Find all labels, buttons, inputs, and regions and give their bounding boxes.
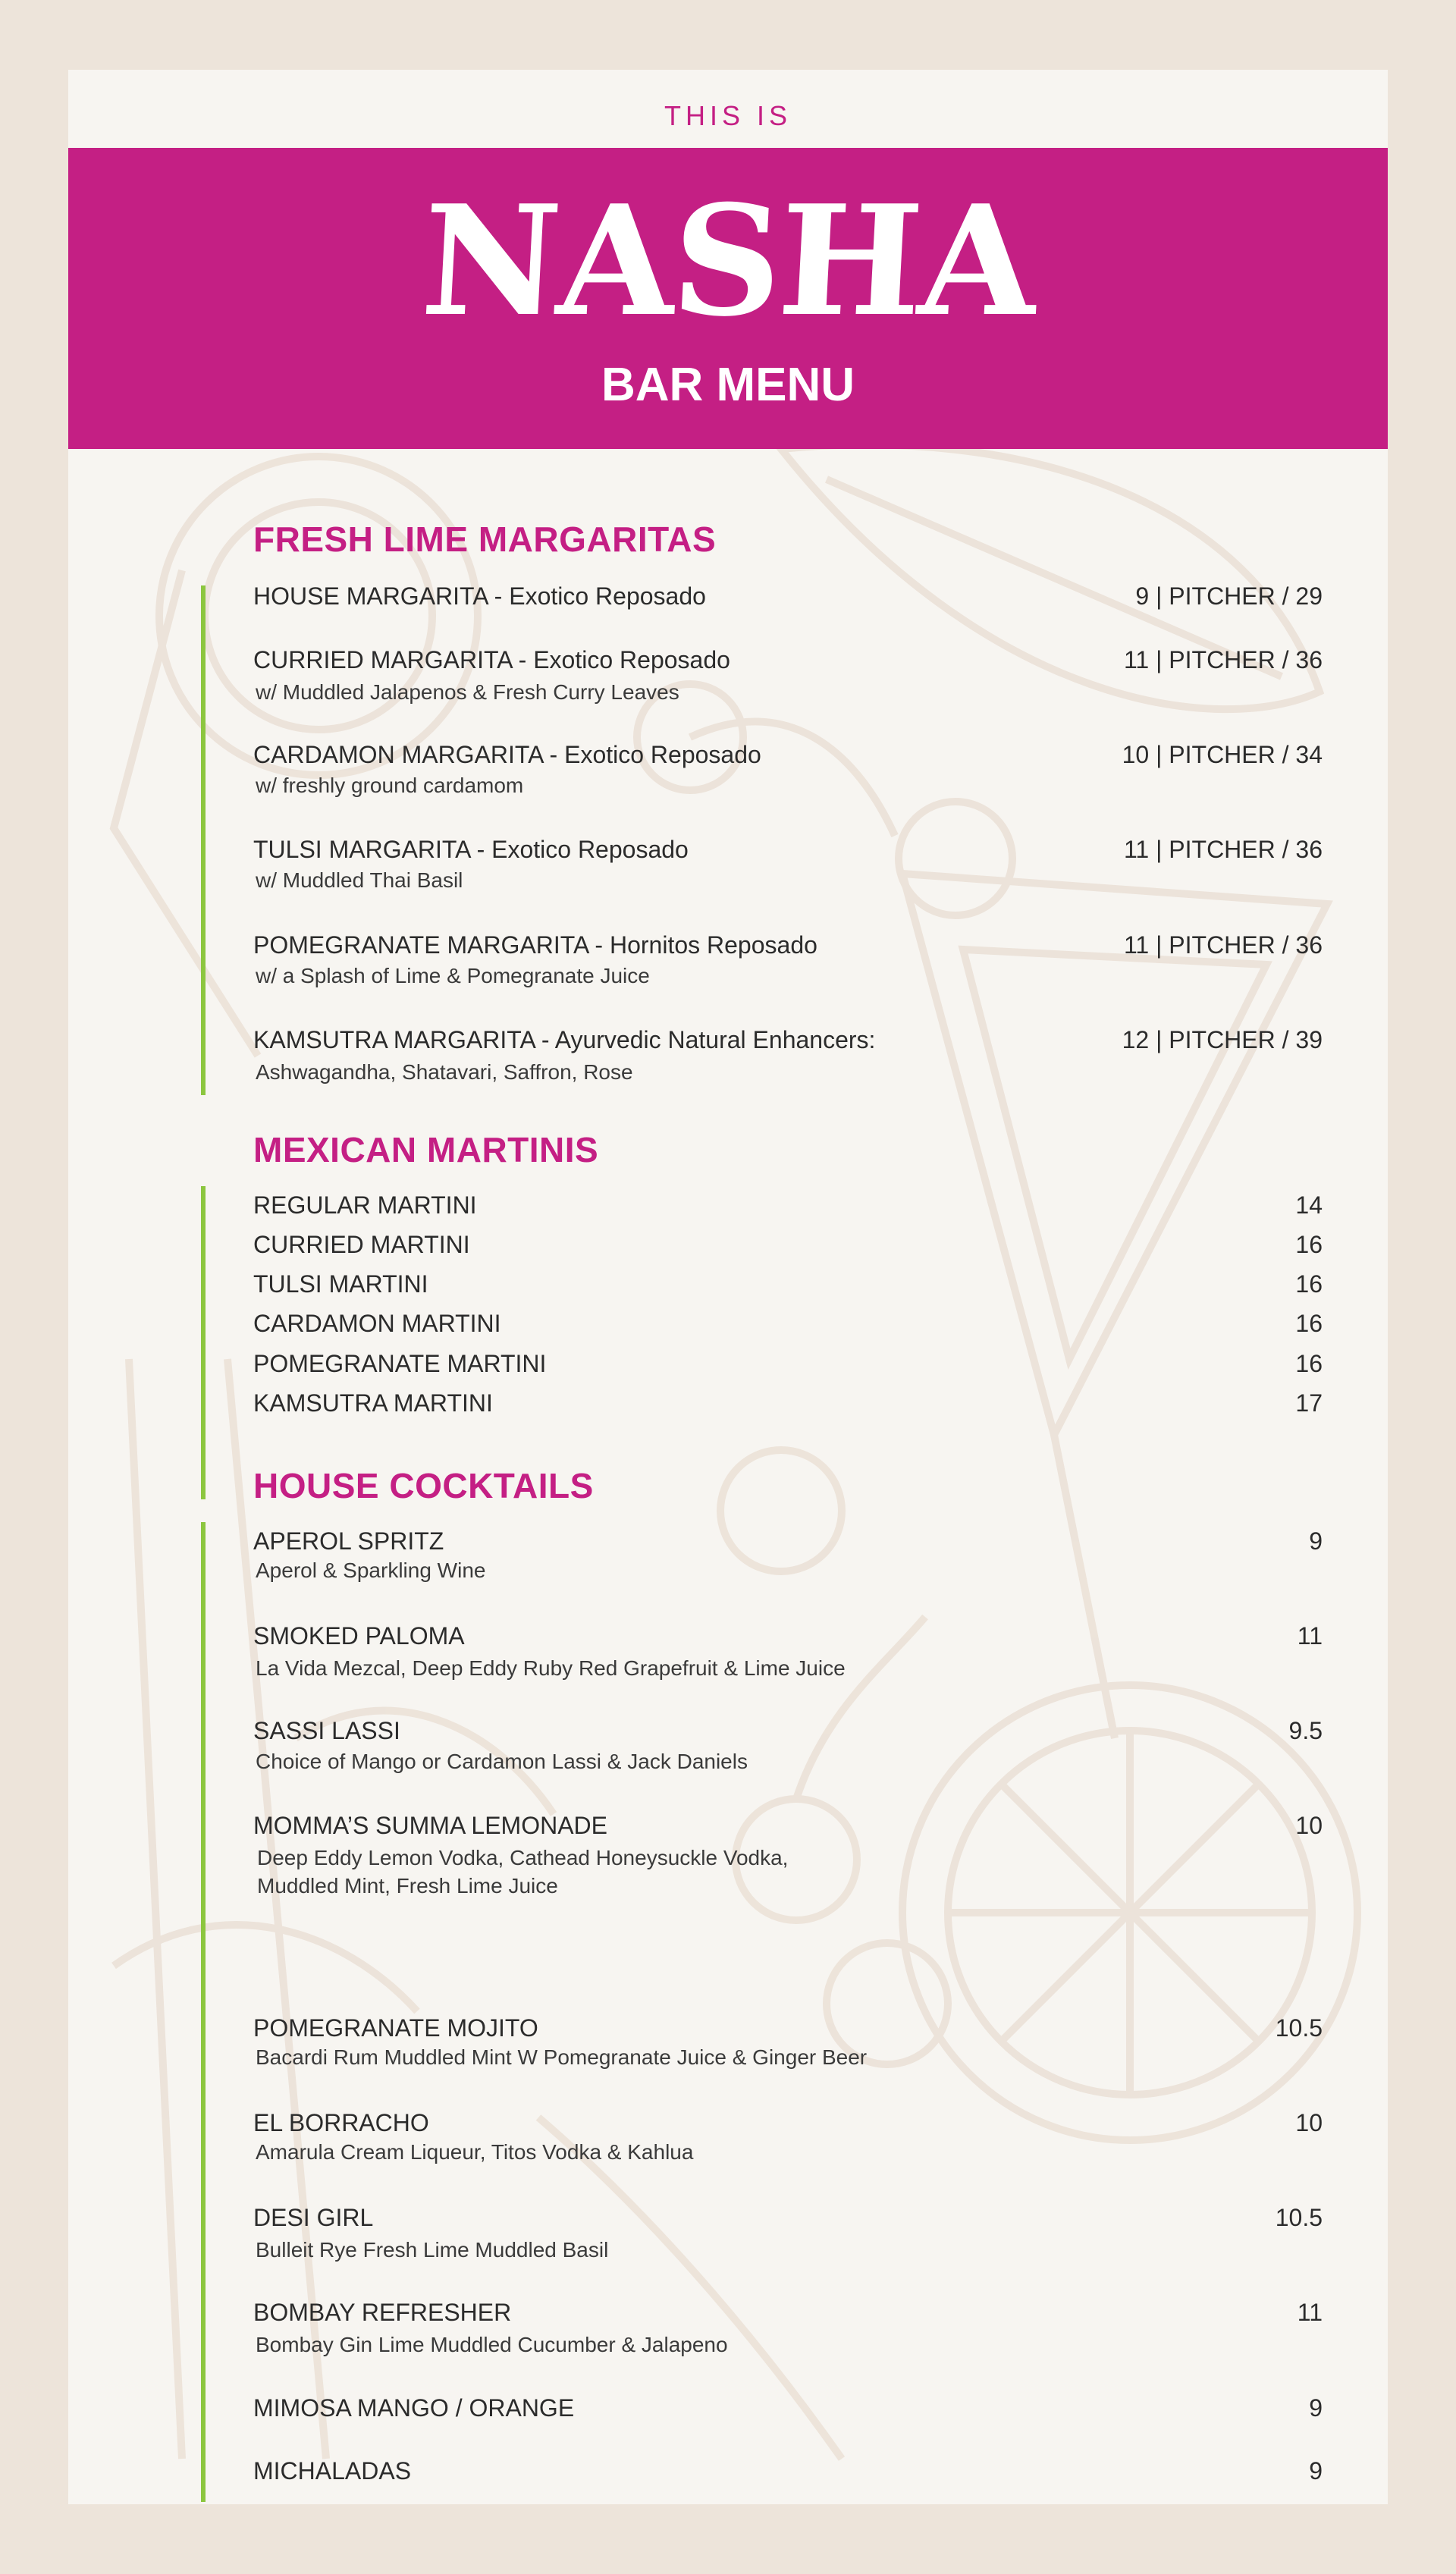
item-price: 16 xyxy=(1295,1310,1323,1337)
section-accent-bar xyxy=(201,1186,206,1499)
menu-card xyxy=(68,70,1388,2504)
item-name: KAMSUTRA MARTINI xyxy=(253,1389,493,1417)
item-name: APEROL SPRITZ xyxy=(253,1527,444,1555)
item-name: MIMOSA MANGO / ORANGE xyxy=(253,2394,575,2422)
item-name: MICHALADAS xyxy=(253,2457,412,2485)
item-price: 11 | PITCHER / 36 xyxy=(1123,836,1323,863)
item-price: 11 xyxy=(1297,2299,1323,2326)
item-price: 16 xyxy=(1295,1231,1323,1258)
item-name: CARDAMON MARTINI xyxy=(253,1310,501,1337)
item-price: 11 | PITCHER / 36 xyxy=(1123,931,1323,959)
item-name: HOUSE MARGARITA - Exotico Reposado xyxy=(253,582,706,610)
item-description: w/ Muddled Jalapenos & Fresh Curry Leaves xyxy=(256,680,679,704)
item-description: Aperol & Sparkling Wine xyxy=(256,1559,486,1582)
item-price: 9 xyxy=(1309,1527,1323,1555)
item-name: EL BORRACHO xyxy=(253,2109,429,2136)
item-price: 9 | PITCHER / 29 xyxy=(1135,582,1323,610)
item-name: CURRIED MARGARITA - Exotico Reposado xyxy=(253,646,730,673)
tagline: THIS IS xyxy=(664,100,792,131)
item-price: 10 xyxy=(1295,1812,1323,1839)
item-description: Bombay Gin Lime Muddled Cucumber & Jalapeno xyxy=(256,2333,728,2356)
item-description: Choice of Mango or Cardamon Lassi & Jack Daniels xyxy=(256,1750,748,1773)
item-name: TULSI MARGARITA - Exotico Reposado xyxy=(253,836,689,863)
item-description: Deep Eddy Lemon Vodka, Cathead Honeysuckle Vodka, xyxy=(257,1846,789,1869)
item-price: 17 xyxy=(1295,1389,1323,1417)
item-price: 9 xyxy=(1309,2457,1323,2485)
item-description: Ashwagandha, Shatavari, Saffron, Rose xyxy=(256,1060,633,1084)
header-banner xyxy=(68,148,1388,449)
section-title: FRESH LIME MARGARITAS xyxy=(253,520,717,559)
item-description-line-2: Muddled Mint, Fresh Lime Juice xyxy=(257,1874,558,1898)
item-price: 14 xyxy=(1295,1191,1323,1219)
item-name: SASSI LASSI xyxy=(253,1717,400,1744)
logo: NASHA xyxy=(417,172,1039,350)
item-description: Amarula Cream Liqueur, Titos Vodka & Kahlua xyxy=(256,2140,694,2164)
section-accent-bar xyxy=(201,1522,206,2502)
item-name: BOMBAY REFRESHER xyxy=(253,2299,512,2326)
item-price: 12 | PITCHER / 39 xyxy=(1122,1026,1323,1053)
item-name: POMEGRANATE MARTINI xyxy=(253,1350,547,1377)
item-name: MOMMA’S SUMMA LEMONADE xyxy=(253,1812,607,1839)
item-description: Bacardi Rum Muddled Mint W Pomegranate Juice & Ginger Beer xyxy=(256,2045,868,2069)
item-price: 11 | PITCHER / 36 xyxy=(1123,646,1323,673)
item-price: 10.5 xyxy=(1275,2014,1323,2042)
item-price: 9.5 xyxy=(1288,1717,1323,1744)
section-title: MEXICAN MARTINIS xyxy=(253,1130,599,1169)
menu-title: BAR MENU xyxy=(601,359,855,411)
item-name: DESI GIRL xyxy=(253,2204,374,2231)
item-price: 16 xyxy=(1295,1350,1323,1377)
item-price: 11 xyxy=(1297,1622,1323,1650)
item-name: POMEGRANATE MARGARITA - Hornitos Reposado xyxy=(253,931,817,959)
item-price: 10 | PITCHER / 34 xyxy=(1122,741,1323,768)
item-description: Bulleit Rye Fresh Lime Muddled Basil xyxy=(256,2238,609,2262)
item-name: TULSI MARTINI xyxy=(253,1270,428,1298)
item-description: w/ freshly ground cardamom xyxy=(256,774,524,797)
item-description: w/ Muddled Thai Basil xyxy=(256,868,463,892)
item-name: CURRIED MARTINI xyxy=(253,1231,470,1258)
item-price: 16 xyxy=(1295,1270,1323,1298)
item-description: w/ a Splash of Lime & Pomegranate Juice xyxy=(256,964,650,987)
item-name: SMOKED PALOMA xyxy=(253,1622,465,1650)
item-price: 10.5 xyxy=(1275,2204,1323,2231)
item-name: CARDAMON MARGARITA - Exotico Reposado xyxy=(253,741,761,768)
item-name: KAMSUTRA MARGARITA - Ayurvedic Natural Enhancers: xyxy=(253,1026,876,1053)
section-title: HOUSE COCKTAILS xyxy=(253,1466,594,1505)
section-accent-bar xyxy=(201,585,206,1095)
item-name: POMEGRANATE MOJITO xyxy=(253,2014,538,2042)
item-price: 10 xyxy=(1295,2109,1323,2136)
item-description: La Vida Mezcal, Deep Eddy Ruby Red Grapefruit & Lime Juice xyxy=(256,1656,846,1680)
item-price: 9 xyxy=(1309,2394,1323,2422)
item-name: REGULAR MARTINI xyxy=(253,1191,477,1219)
